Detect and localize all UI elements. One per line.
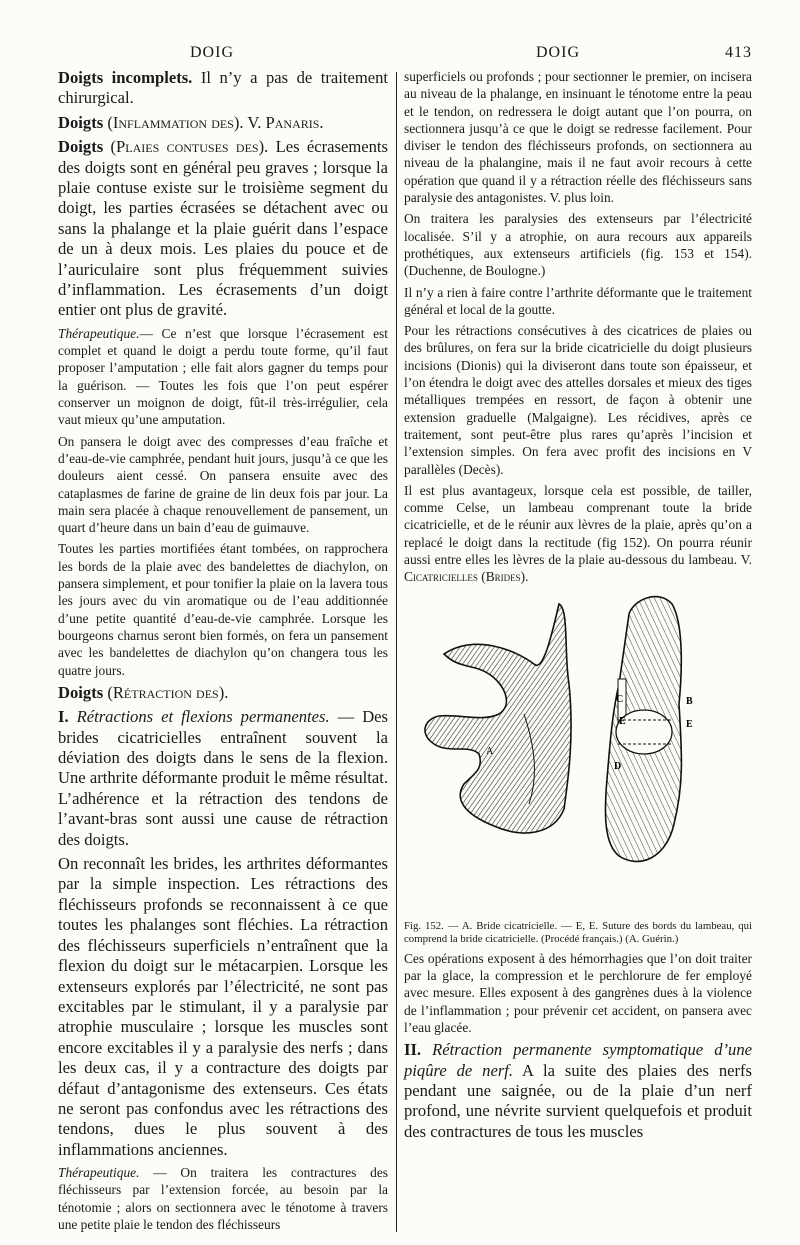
bent-finger-drawing: [425, 604, 571, 833]
finger-illustration: [404, 594, 752, 914]
entry-heading: Doigts: [58, 682, 104, 702]
section-number: I.: [58, 707, 69, 727]
figure-label-b: B: [686, 695, 693, 707]
section-paragraph: [58, 707, 388, 850]
entry-heading: Doigts: [58, 112, 104, 132]
entry-subheading: (Inflammation des). V.: [103, 112, 266, 132]
running-header-right: DOIG: [536, 44, 580, 61]
figure-152: [404, 594, 752, 914]
figure-caption: Fig. 152. — A. Bride cicatricielle. — E, E. Suture des bords du lambeau, qui comprend la bride cicatricielle. (Procédé français.) (A. Guérin.): [404, 919, 752, 945]
column-divider: [396, 72, 397, 1232]
paragraph-text: Il est plus avantageux, lorsque cela est possible, de tailler, comme Celse, un lambeau comprenant toute la bride cicatricielle, et de le réunir aux lèvres de la plaie, après qu’on a replacé le doigt dans la rectitude (fig 152). On pourra réunir aussi entre elles les lèvres de la plaie au-dessous du lambeau. V.: [404, 482, 752, 568]
therapy-text: — On traitera les contractures des fléchisseurs par l’extension forcée, au besoin par la ténotomie ; alors on sectionnera avec le ténotome à travers une petite plaie le tendon des fléchisseurs: [58, 1165, 388, 1233]
paragraph: On reconnaît les brides, les arthrites déformantes par la simple inspection. Les rétractions des fléchisseurs profonds se reconnaissent à ce que toutes les phalanges sont fléchies. La rétraction des fléchisseurs superficiels n’entraînent que la flexion du doigt sur le métacarpien. Lorsque les extenseurs explorés par l’électricité, ne sont pas excitables par le stimulant, il y a paralysie par atrophie musculaire ; lorsque les muscles sont encore excitables il y a paralysie des nerfs ; dans les deux cas, il y a contracture des doigts par défaut d’antagonisme des extenseurs. Ces états ne seront pas confondus avec les rétractions des tendons, dues le plus souvent à des inflammations anciennes.: [58, 854, 388, 1159]
therapy-label: Thérapeutique.: [58, 325, 140, 341]
therapy-paragraph: [58, 325, 388, 429]
paragraph: Toutes les parties mortifiées étant tombées, on rapprochera les bords de la plaie avec des bandelettes de diachylon, on pansera simplement, et pour tonifier la plaie on la lavera tous les jours avec du vin aromatique ou de l’eau additionnée d’une petite quantité d’eau-de-vie camphrée. Lorsque les bourgeons charnus seront bien formés, on fera un pansement avec les bandelettes de diachylon qu’on changera tous les quatre jours.: [58, 541, 388, 678]
paragraph: Il n’y a rien à faire contre l’arthrite déformante que le traitement général et local de la goutte.: [404, 284, 752, 317]
left-column: [58, 68, 388, 1237]
entry-doigts-plaies: [58, 137, 388, 321]
paragraph: superficiels ou profonds ; pour sectionner le premier, on incisera au niveau de la phalange, en insinuant le ténotome entre la peau et le tendon, on redressera le doigt autant que l’on pourra, on sectionnera jusqu’à ce que le doigt se redresse facilement. Pour diviser le tendon des fléchisseurs profonds, on sectionnera au niveau de la phalangine, mais il ne faut avoir recours à cette opération que quand il y a rétraction réelle des fléchisseurs sans paralysie des antagonistes. V. plus loin.: [404, 69, 752, 206]
therapy-label: Thérapeutique.: [58, 1165, 140, 1181]
straight-finger-drawing: [605, 596, 681, 861]
entry-text: Il n’y a pas de traitement chirurgical.: [58, 68, 389, 108]
section-title: Rétractions et flexions permanentes.: [68, 707, 330, 727]
paragraph: On pansera le doigt avec des compresses d’eau fraîche et d’eau-de-vie camphrée, pendant huit jours, jusqu’à ce que les douleurs aient cessé. On pansera ensuite avec des cataplasmes de farine de graine de lin deux fois par jour. La main sera placée à chaque renouvellement de pansement, un quart d’heure dans un bain d’eau de guimauve.: [58, 433, 388, 536]
paragraph: Pour les rétractions consécutives à des cicatrices de plaies ou des brûlures, on fera sur la bride cicatricielle du doigt plusieurs incisions (Dionis) qui la diviseront dans toute son épaisseur, et l’on étendra le doigt avec des attelles dorsales et mieux des tiges métalliques trempées en ressort, de façon à obtenir une extension graduelle (Malgaigne). Les récidives, après ce traitement, sont peut-être plus rares qu’après l’incision et l’extension simples. On fera avec profit des incisions en V parallèles (Decès).: [404, 323, 752, 477]
entry-heading: Doigts incomplets.: [58, 68, 193, 87]
therapy-text: — Ce n’est que lorsque l’écrasement est complet et quand le doigt a perdu toute forme, qu’il faut proposer l’amputation ; elle fait alors gagner du temps pour la guérison. — Toutes les fois que l’on peut espérer conserver un moignon de doigt, fût-il très-irrégulier, cela vaut mieux qu’une amputation.: [58, 325, 388, 428]
paragraph: Ces opérations exposent à des hémorrhagies que l’on doit traiter par la glace, la compression et le perchlorure de fer employé avec mesure. Elles exposent à des gangrènes dues à la violence de l’inflammation ; pour prévenir cet accident, on pansera avec l’eau glacée.: [404, 950, 752, 1035]
section-paragraph: [404, 1040, 752, 1142]
entry-text: Les écrasements des doigts sont en général peu graves ; lorsque la plaie contuse existe sur le troisième segment du doigt, les parties écrasées se détachent avec ou sans la phalange et la plaie guérit dans l’espace de un à deux mois. Les plaies du pouce et de l’auriculaire sont plus fréquemment suivies d’inflammation. Les écrasements d’un doigt entier ont plus de gravité.: [58, 137, 388, 320]
figure-label-d: D: [614, 760, 622, 772]
section-number: II.: [404, 1040, 422, 1060]
figure-label-e-right: E: [686, 718, 693, 730]
entry-subheading: (Plaies contuses des).: [103, 137, 269, 157]
entry-heading: Doigts: [58, 137, 104, 157]
right-column: [404, 68, 752, 1146]
entry-doigts-retraction: [58, 683, 388, 703]
cross-reference: Panaris.: [265, 112, 324, 132]
entry-subheading: (Rétraction des).: [103, 682, 229, 702]
cross-reference: Cicatricielles (Brides).: [404, 569, 529, 585]
section-text: A la suite des plaies des nerfs pendant une saignée, ou de la plaie d’un nerf profond, une névrite survient quelquefois et produit des contractures de tous les muscles: [404, 1060, 752, 1141]
figure-label-e-left: E: [619, 715, 626, 727]
section-text: — Des brides cicatricielles entraînent souvent la déviation des doigts dans le sens de la flexion. Une arthrite déformante produit le même résultat. L’adhérence et la rétraction des tendons de l’avant-bras sont aussi une cause de rétraction des doigts.: [58, 707, 388, 849]
entry-doigts-inflammation: [58, 113, 388, 133]
running-header-left: DOIG: [190, 44, 234, 61]
figure-label-a: A: [486, 745, 494, 757]
therapy-paragraph: [58, 1164, 388, 1233]
section-title: Rétraction permanente symptomatique d’une piqûre de nerf.: [404, 1040, 752, 1080]
page-number: 413: [725, 44, 752, 61]
entry-doigts-incomplets: [58, 68, 388, 109]
figure-label-c: C: [616, 693, 624, 705]
paragraph: [404, 482, 752, 586]
paragraph: On traitera les paralysies des extenseurs par l’électricité localisée. S’il y a atrophie, on aura recours aux appareils prothétiques, aux extenseurs artificiels (fig. 153 et 154). (Duchenne, de Boulogne.): [404, 211, 752, 279]
